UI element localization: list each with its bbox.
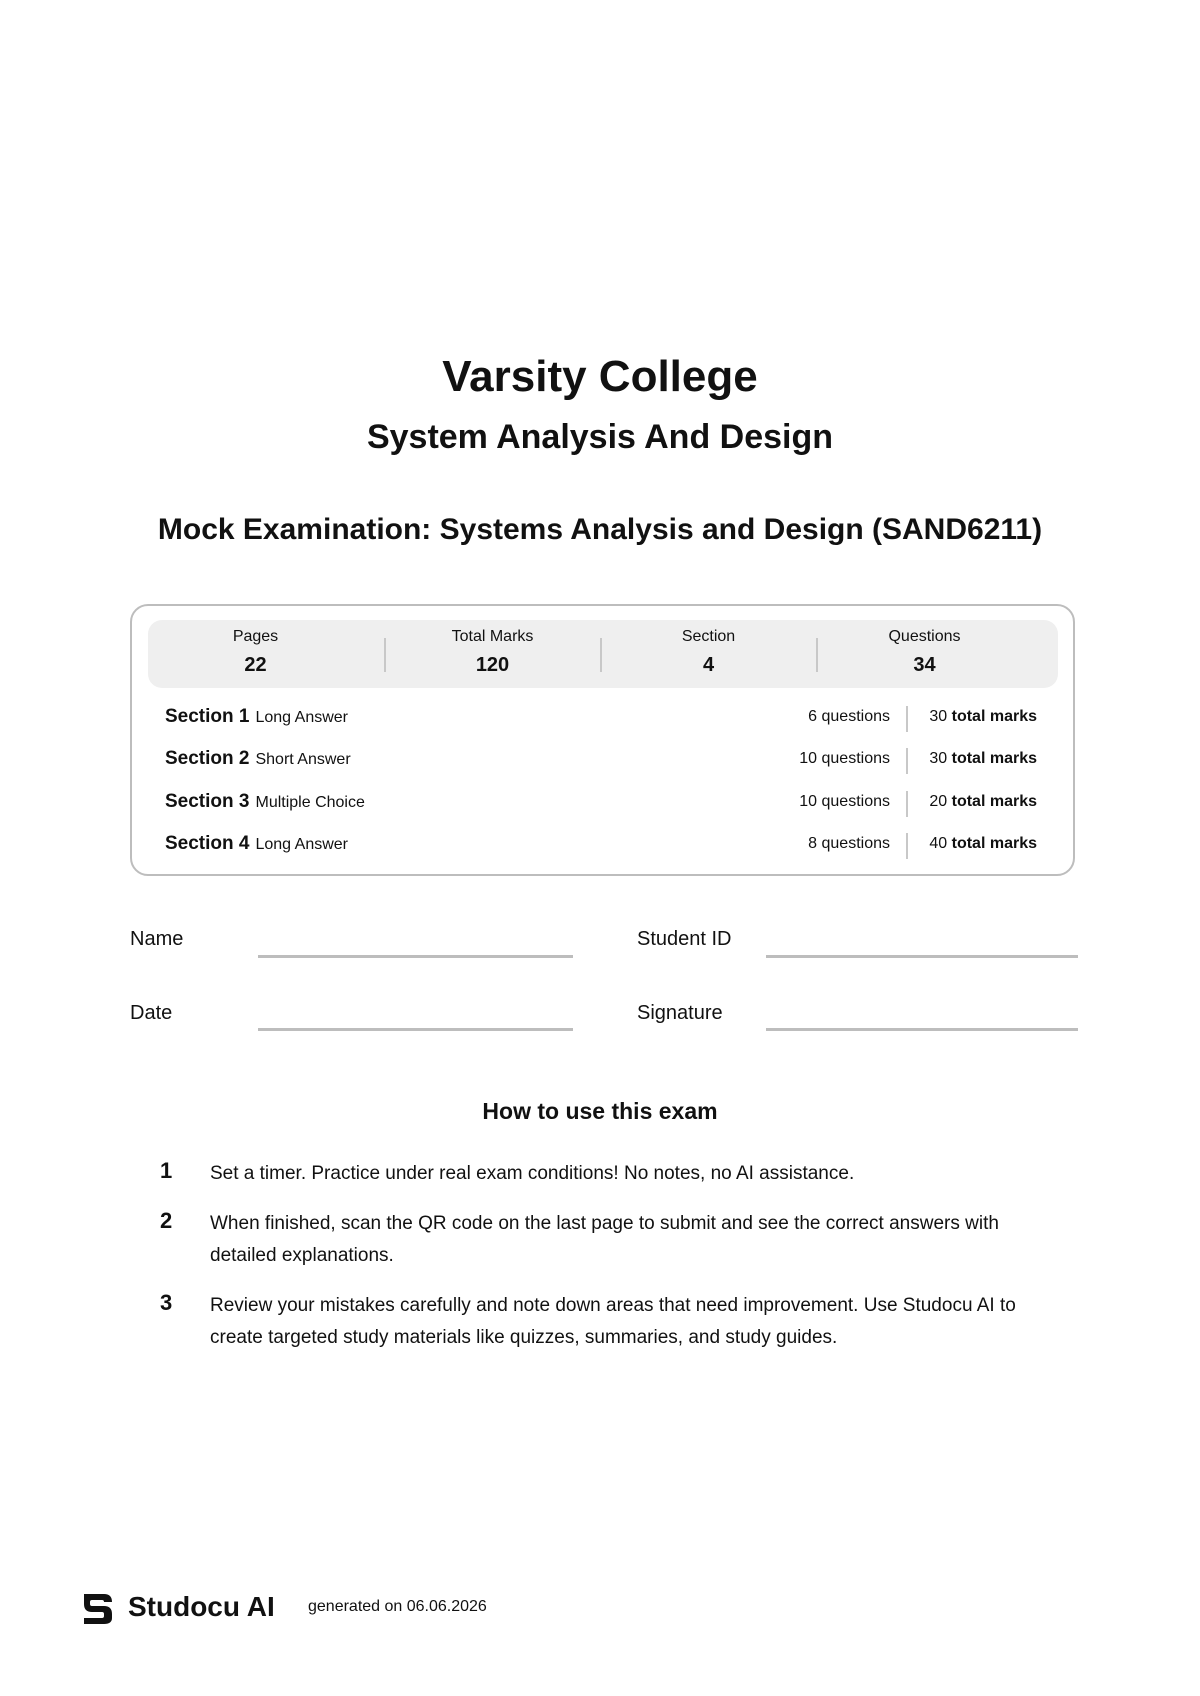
section-divider (906, 833, 908, 859)
name-label: Name (130, 928, 184, 950)
section-name: Section 2 Short Answer (165, 748, 351, 769)
exam-title: Mock Examination: Systems Analysis and Design (SAND6211) (157, 513, 1043, 546)
step-text: Review your mistakes carefully and note down areas that need improvement. Use Studocu AI to create targeted study materials like quizzes, summaries, and study guides. (210, 1295, 1016, 1348)
step-number: 2 (160, 1208, 173, 1233)
section-name: Section 1 Long Answer (165, 706, 348, 727)
student-id-label: Student ID (637, 928, 732, 950)
howto-title: How to use this exam (482, 1098, 718, 1124)
stat-value: 120 (475, 654, 510, 676)
section-type: Long Answer (255, 836, 348, 853)
section-row (130, 748, 1075, 778)
section-marks: 30 total marks (929, 750, 1037, 767)
section-divider (906, 706, 908, 732)
section-question-count: 6 questions (808, 708, 890, 725)
step-number: 3 (160, 1290, 173, 1315)
date-label: Date (130, 1002, 173, 1024)
institution-title: Varsity College (442, 352, 758, 401)
section-marks: 20 total marks (929, 793, 1037, 810)
signature-field-line[interactable] (766, 1028, 1078, 1031)
stat-label: Section (681, 628, 736, 645)
stat-label: Pages (232, 628, 279, 645)
section-name: Section 3 Multiple Choice (165, 791, 365, 812)
studocu-logo-icon (78, 1588, 118, 1628)
generated-date: generated on 06.06.2026 (308, 1598, 487, 1615)
stat-value: 4 (702, 654, 715, 676)
brand-name: Studocu AI (128, 1591, 275, 1622)
step-text: Set a timer. Practice under real exam conditions! No notes, no AI assistance. (210, 1163, 855, 1184)
signature-label: Signature (637, 1002, 723, 1024)
section-divider (906, 748, 908, 774)
section-question-count: 10 questions (799, 750, 890, 767)
name-field-line[interactable] (258, 955, 573, 958)
section-name: Section 4 Long Answer (165, 833, 348, 854)
section-type: Multiple Choice (255, 794, 365, 811)
section-marks: 30 total marks (929, 708, 1037, 725)
student-id-field-line[interactable] (766, 955, 1078, 958)
stats-bar (148, 620, 1058, 688)
step-number: 1 (160, 1158, 173, 1183)
stat-value: 22 (244, 654, 267, 676)
section-question-count: 10 questions (799, 793, 890, 810)
section-row (130, 706, 1075, 736)
date-field-line[interactable] (258, 1028, 573, 1031)
stat-label: Total Marks (451, 628, 534, 645)
section-question-count: 8 questions (808, 835, 890, 852)
section-row (130, 833, 1075, 863)
section-divider (906, 791, 908, 817)
stat-value: 34 (913, 654, 936, 676)
section-type: Short Answer (255, 751, 351, 768)
step-text: When finished, scan the QR code on the last page to submit and see the correct answers with detailed explanations. (210, 1213, 999, 1266)
stat-label: Questions (888, 628, 961, 645)
section-row (130, 791, 1075, 821)
course-title: System Analysis And Design (366, 418, 834, 456)
section-marks: 40 total marks (929, 835, 1037, 852)
section-type: Long Answer (255, 709, 348, 726)
